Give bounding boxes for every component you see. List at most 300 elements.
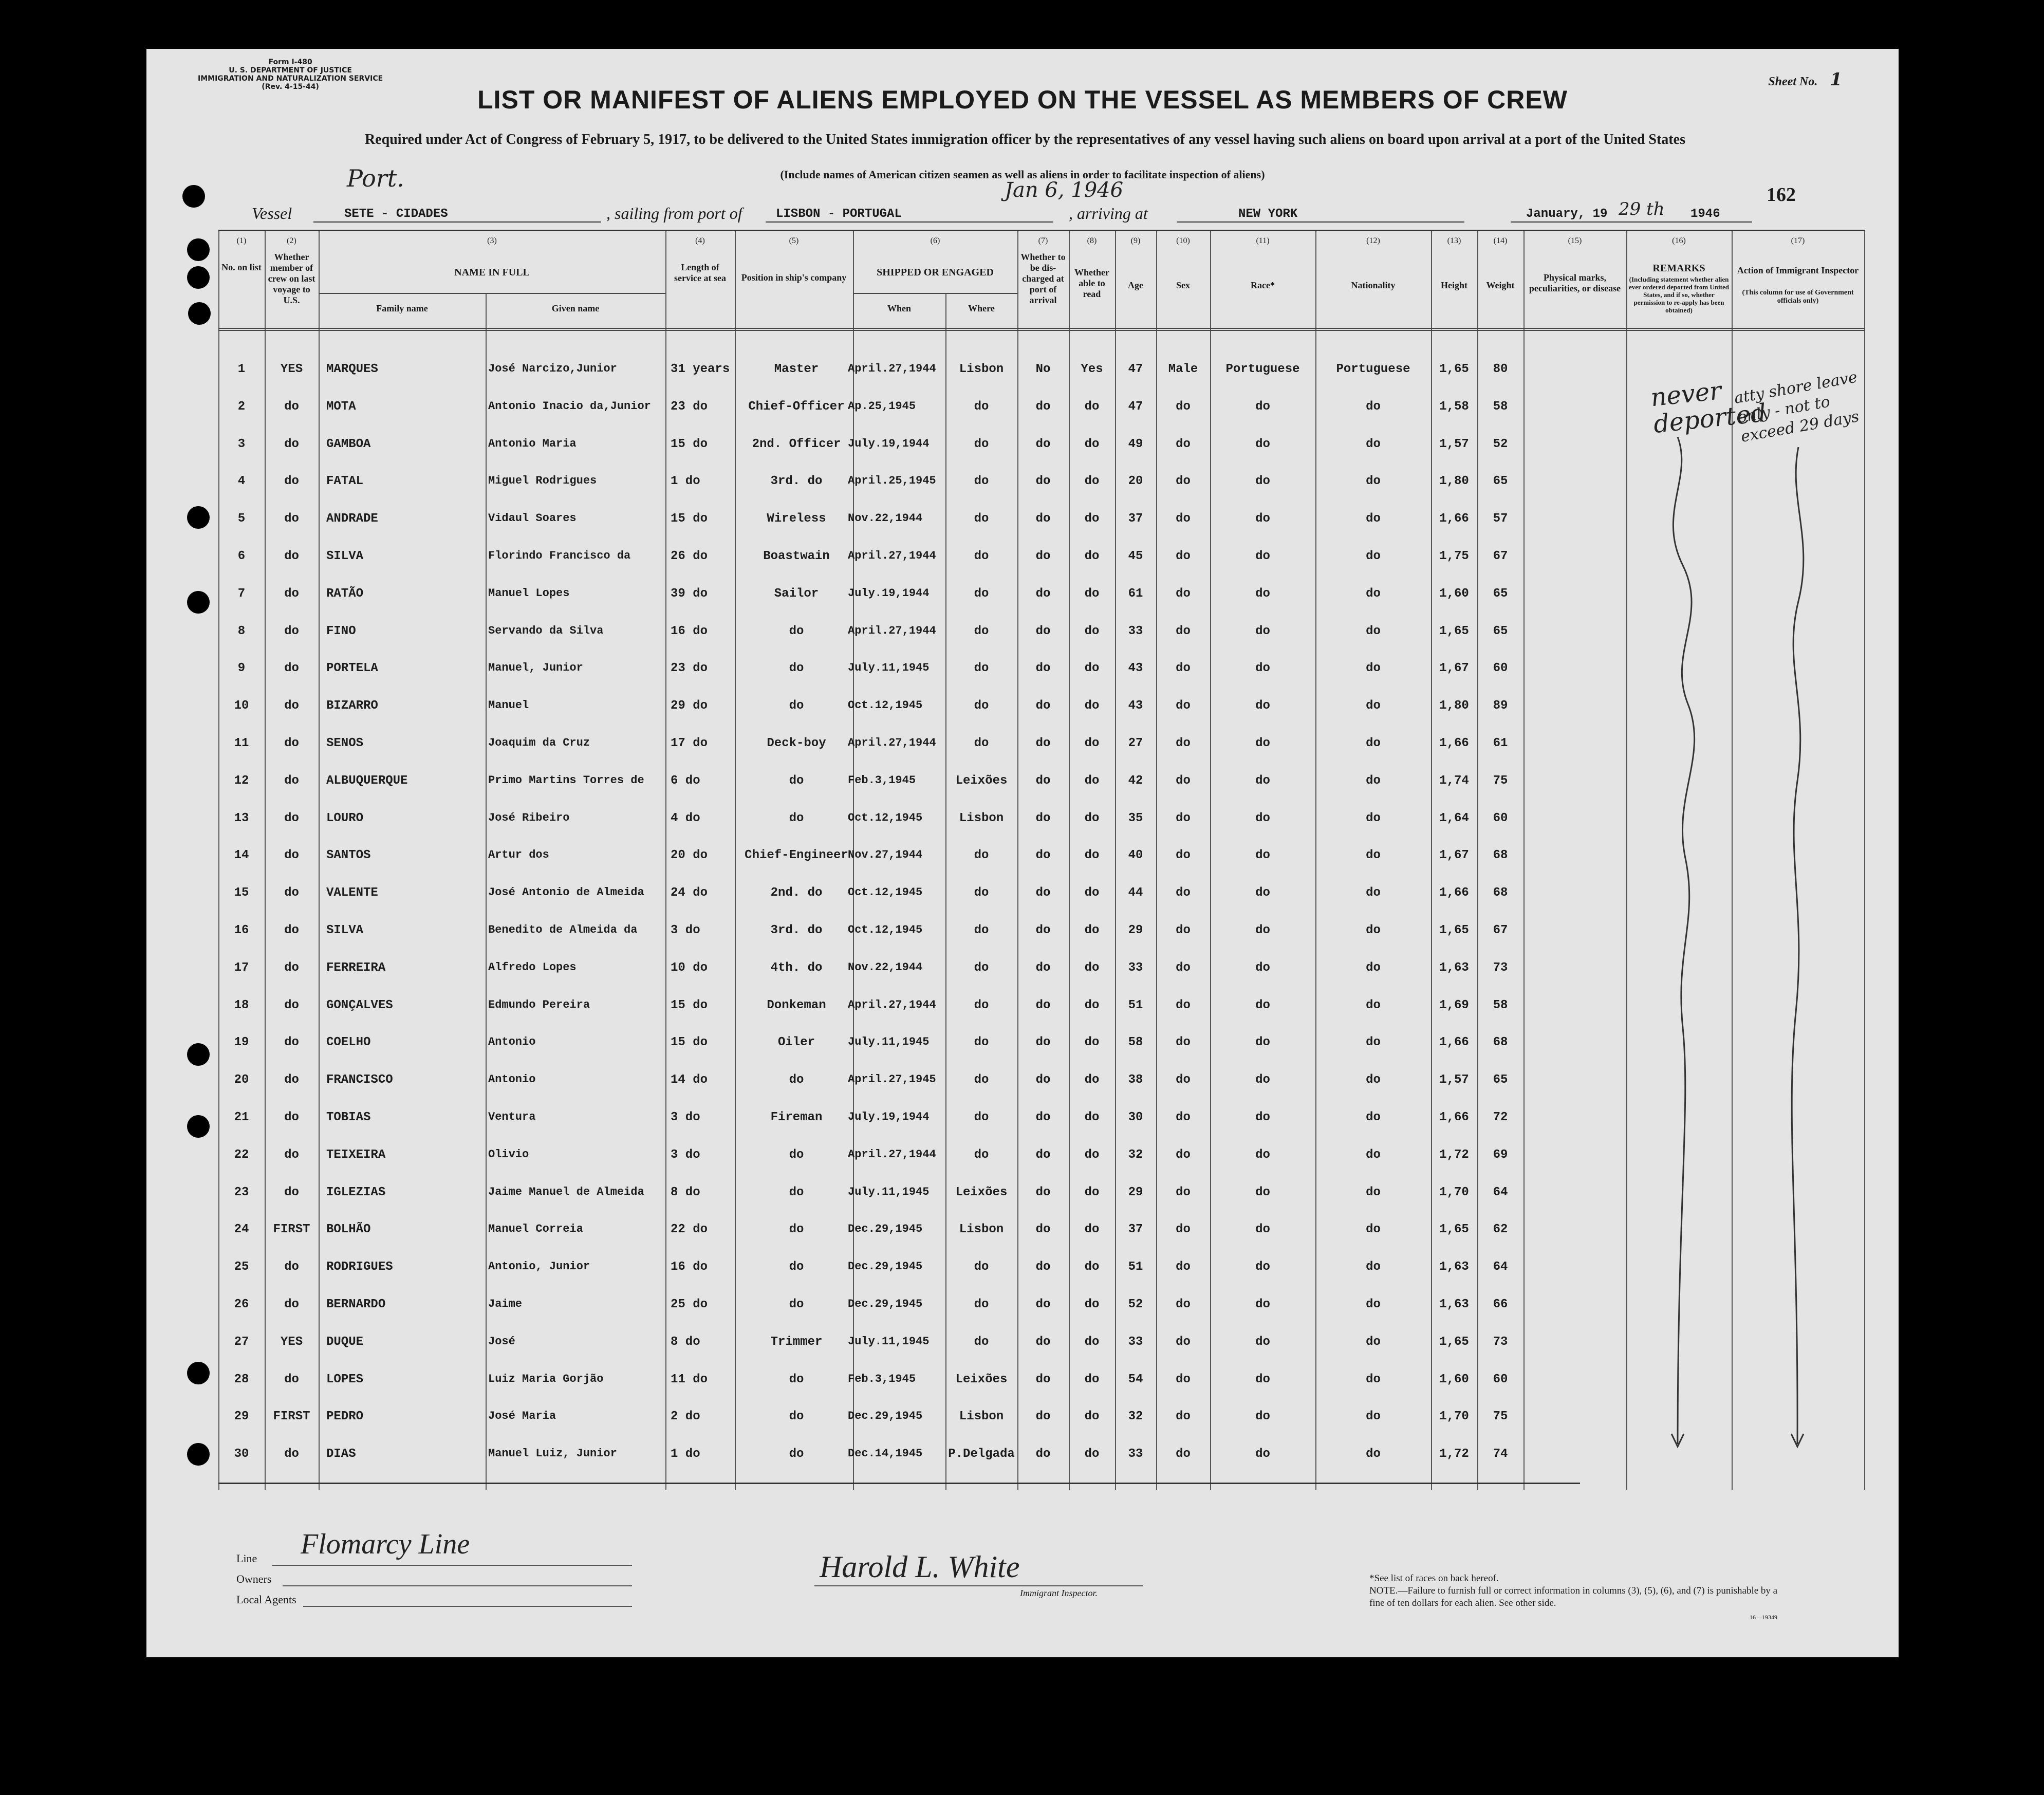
col-num-17: (17)	[1791, 236, 1805, 245]
header-read: Whether able to read	[1074, 267, 1109, 299]
cell-prev: do	[284, 586, 299, 601]
table-row	[218, 1410, 1865, 1446]
cell-nat: do	[1366, 811, 1381, 825]
cell-disch: do	[1035, 586, 1051, 601]
cell-race: Portuguese	[1225, 362, 1300, 376]
cell-position: do	[789, 1073, 804, 1087]
cell-disch: do	[1035, 960, 1051, 975]
cell-sex: do	[1176, 549, 1191, 563]
cell-age: 33	[1128, 1447, 1143, 1461]
footer-note-fine: NOTE.—Failure to furnish full or correct information in columns (3), (5), (6), and (7) is punishable by a fine of ten dollars for each alien. See other side.	[1369, 1585, 1778, 1608]
cell-service: 29 do	[671, 699, 708, 713]
cell-family: TOBIAS	[326, 1111, 371, 1124]
cell-race: do	[1255, 474, 1270, 489]
cell-race: do	[1255, 1035, 1270, 1050]
cell-given: Edmundo Pereira	[488, 998, 590, 1011]
cell-prev: do	[284, 848, 299, 863]
table-row	[218, 998, 1865, 1034]
cell-read: do	[1084, 960, 1100, 975]
arrival-port: NEW YORK	[1238, 207, 1298, 221]
table-row	[218, 362, 1865, 398]
cell-read: do	[1084, 549, 1100, 563]
cell-where: Lisbon	[959, 1410, 1004, 1424]
cell-family: COELHO	[326, 1035, 371, 1050]
cell-nat: do	[1366, 1447, 1381, 1461]
header-when: When	[887, 303, 911, 313]
col-num-16: (16)	[1672, 236, 1686, 245]
cell-nat: do	[1366, 512, 1381, 526]
cell-service: 22 do	[671, 1223, 708, 1237]
table-row	[218, 1148, 1865, 1184]
table-row	[218, 1073, 1865, 1109]
cell-when: April.27,1944	[848, 362, 936, 375]
cell-when: April.27,1944	[848, 1148, 936, 1161]
cell-given: Primo Martins Torres de	[488, 773, 644, 787]
arriving-label: , arriving at	[1069, 204, 1148, 223]
cell-position: Deck-boy	[767, 736, 826, 750]
cell-where: Lisbon	[959, 811, 1004, 825]
table-row	[218, 1298, 1865, 1334]
cell-position: Chief-Engineer	[745, 848, 848, 863]
cell-race: do	[1255, 1148, 1270, 1162]
cell-service: 2 do	[671, 1410, 700, 1424]
header-prev-voyage: Whether member of crew on last voyage to U.S.	[268, 252, 315, 305]
page-subnote: (Include names of American citizen seamen as well as aliens in order to facilitate inspection of aliens)	[780, 168, 1265, 181]
cell-prev: do	[284, 1148, 299, 1162]
cell-when: July.19,1944	[848, 1111, 930, 1123]
cell-given: Miguel Rodrigues	[488, 474, 597, 488]
cell-given: Jaime Manuel de Almeida	[488, 1185, 644, 1198]
cell-age: 42	[1128, 773, 1143, 788]
cell-disch: do	[1035, 811, 1051, 825]
cell-when: Oct.12,1945	[848, 886, 923, 899]
form-dept: U. S. DEPARTMENT OF JUSTICE	[229, 66, 352, 75]
cell-no: 30	[234, 1447, 249, 1461]
cell-race: do	[1255, 1298, 1270, 1311]
cell-prev: do	[284, 811, 299, 825]
cell-race: do	[1255, 399, 1270, 414]
cell-where: do	[974, 624, 989, 638]
cell-when: Nov.22,1944	[848, 512, 923, 525]
cell-family: SILVA	[326, 923, 364, 937]
cell-weight: 68	[1493, 848, 1508, 863]
cell-given: Artur dos	[488, 848, 549, 862]
table-row	[218, 699, 1865, 735]
cell-when: July.19,1944	[848, 437, 930, 450]
cell-prev: do	[284, 474, 299, 489]
cell-height: 1,63	[1439, 1298, 1469, 1311]
col-num-1: (1)	[236, 236, 247, 245]
manifest-sheet	[146, 49, 1899, 1657]
table-row	[218, 400, 1865, 436]
cell-read: do	[1084, 848, 1100, 863]
cell-race: do	[1255, 1447, 1270, 1461]
cell-nat: do	[1366, 1335, 1381, 1349]
cell-where: do	[974, 998, 989, 1012]
cell-family: BIZARRO	[326, 699, 378, 713]
cell-age: 20	[1128, 474, 1143, 489]
cell-sex: Male	[1168, 362, 1198, 376]
cell-when: Dec.29,1945	[848, 1223, 923, 1236]
cell-age: 51	[1128, 998, 1143, 1012]
cell-sex: do	[1176, 811, 1191, 825]
cell-no: 17	[234, 960, 249, 975]
cell-family: SILVA	[326, 549, 364, 563]
cell-read: do	[1084, 661, 1100, 676]
vessel-line	[252, 198, 1793, 229]
cell-read: do	[1084, 1447, 1100, 1461]
header-physical: Physical marks, peculiarities, or disease	[1529, 272, 1621, 293]
col-num-3: (3)	[487, 236, 497, 245]
cell-family: FERREIRA	[326, 960, 386, 975]
cell-no: 16	[234, 923, 249, 937]
cell-nat: do	[1366, 736, 1381, 750]
cell-position: do	[789, 1447, 804, 1461]
cell-service: 3 do	[671, 923, 700, 937]
cell-no: 29	[234, 1410, 249, 1424]
cell-position: 2nd. do	[770, 886, 823, 900]
cell-read: do	[1084, 1148, 1100, 1162]
cell-prev: YES	[280, 362, 303, 376]
cell-weight: 60	[1493, 811, 1508, 825]
cell-sex: do	[1176, 886, 1191, 900]
cell-age: 29	[1128, 923, 1143, 937]
form-rev: (Rev. 4-15-44)	[262, 83, 319, 91]
cell-prev: do	[284, 886, 299, 900]
cell-read: do	[1084, 773, 1100, 788]
cell-no: 18	[234, 998, 249, 1012]
cell-service: 10 do	[671, 960, 708, 975]
cell-given: Alfredo Lopes	[488, 960, 577, 974]
cell-service: 24 do	[671, 886, 708, 900]
header-shipped: SHIPPED OR ENGAGED	[877, 267, 994, 278]
cell-where: do	[974, 1035, 989, 1050]
arrival-year: 1946	[1690, 207, 1720, 221]
cell-family: IGLEZIAS	[326, 1185, 386, 1199]
cell-position: 2nd. Officer	[752, 437, 841, 451]
cell-given: Antonio	[488, 1073, 536, 1086]
cell-age: 38	[1128, 1073, 1143, 1087]
cell-race: do	[1255, 586, 1270, 601]
cell-nat: do	[1366, 848, 1381, 863]
header-race: Race*	[1251, 280, 1275, 290]
cell-read: do	[1084, 1035, 1100, 1050]
punch-hole	[187, 1115, 210, 1138]
table-row	[218, 474, 1865, 510]
cell-service: 11 do	[671, 1372, 708, 1386]
cell-where: do	[974, 886, 989, 900]
col-num-7: (7)	[1038, 236, 1048, 245]
cell-family: RODRIGUES	[326, 1260, 393, 1274]
cell-disch: do	[1035, 512, 1051, 526]
cell-given: Jaime	[488, 1298, 523, 1310]
cell-service: 16 do	[671, 1260, 708, 1274]
cell-race: do	[1255, 1260, 1270, 1274]
cell-given: Manuel	[488, 699, 529, 712]
cell-family: SENOS	[326, 736, 364, 750]
cell-height: 1,69	[1439, 998, 1469, 1012]
cell-age: 33	[1128, 960, 1143, 975]
cell-sex: do	[1176, 661, 1191, 676]
cell-where: do	[974, 474, 989, 489]
cell-read: do	[1084, 586, 1100, 601]
cell-sex: do	[1176, 848, 1191, 863]
cell-weight: 75	[1493, 1410, 1508, 1424]
header-name-full: NAME IN FULL	[454, 267, 530, 278]
cell-height: 1,66	[1439, 1035, 1469, 1050]
cell-no: 14	[234, 848, 249, 863]
header-weight: Weight	[1486, 280, 1515, 290]
punch-hole	[187, 1443, 210, 1466]
cell-disch: do	[1035, 1447, 1051, 1461]
cell-read: do	[1084, 1335, 1100, 1349]
cell-given: Antonio Inacio da,Junior	[488, 399, 651, 413]
cell-age: 43	[1128, 661, 1143, 676]
cell-family: FINO	[326, 624, 356, 638]
cell-family: PEDRO	[326, 1410, 364, 1424]
cell-prev: do	[284, 437, 299, 451]
col-num-10: (10)	[1176, 236, 1190, 245]
cell-prev: do	[284, 1035, 299, 1050]
cell-age: 30	[1128, 1111, 1143, 1124]
cell-sex: do	[1176, 474, 1191, 489]
col-num-4: (4)	[695, 236, 705, 245]
cell-disch: do	[1035, 1185, 1051, 1199]
inspector-signature: Harold L. White	[820, 1550, 1020, 1584]
table-row	[218, 736, 1865, 772]
cell-given: José Ribeiro	[488, 811, 570, 824]
cell-disch: do	[1035, 886, 1051, 900]
cell-position: 3rd. do	[770, 474, 823, 489]
page-subtitle: Required under Act of Congress of February 5, 1917, to be delivered to the United States immigration officer by the representatives of any vessel having such aliens on board upon arrival at a port of the United States	[365, 132, 1685, 147]
cell-service: 15 do	[671, 998, 708, 1012]
cell-where: do	[974, 549, 989, 563]
table-row	[218, 1260, 1865, 1296]
cell-where: do	[974, 1148, 989, 1162]
cell-read: do	[1084, 1073, 1100, 1087]
cell-when: July.19,1944	[848, 586, 930, 600]
page-title: LIST OR MANIFEST OF ALIENS EMPLOYED ON THE VESSEL AS MEMBERS OF CREW	[477, 85, 1568, 114]
cell-disch: do	[1035, 437, 1051, 451]
owners-label: Owners	[236, 1572, 272, 1585]
cell-read: do	[1084, 437, 1100, 451]
cell-position: do	[789, 1223, 804, 1237]
cell-no: 1	[237, 362, 246, 376]
cell-height: 1,67	[1439, 848, 1469, 863]
col-num-12: (12)	[1366, 236, 1380, 245]
form-code: 16—19349	[1750, 1614, 1777, 1621]
punch-hole	[182, 185, 205, 208]
cell-disch: do	[1035, 699, 1051, 713]
cell-position: 4th. do	[770, 960, 823, 975]
cell-weight: 68	[1493, 886, 1508, 900]
cell-height: 1,66	[1439, 736, 1469, 750]
cell-weight: 65	[1493, 1073, 1508, 1087]
cell-family: DIAS	[326, 1447, 356, 1461]
table-row	[218, 1186, 1865, 1222]
cell-disch: do	[1035, 848, 1051, 863]
cell-service: 39 do	[671, 586, 708, 601]
cell-read: do	[1084, 1111, 1100, 1124]
cell-service: 8 do	[671, 1185, 700, 1199]
cell-age: 44	[1128, 886, 1143, 900]
cell-disch: do	[1035, 1260, 1051, 1274]
punch-hole	[187, 1362, 210, 1384]
cell-sex: do	[1176, 1410, 1191, 1424]
cell-height: 1,72	[1439, 1447, 1469, 1461]
table-row	[218, 512, 1865, 548]
cell-service: 1 do	[671, 1447, 700, 1461]
cell-nat: do	[1366, 1185, 1381, 1199]
cell-disch: do	[1035, 399, 1051, 414]
cell-where: P.Delgada	[948, 1447, 1015, 1461]
cell-height: 1,72	[1439, 1148, 1469, 1162]
cell-service: 1 do	[671, 474, 700, 489]
cell-family: SANTOS	[326, 848, 371, 863]
cell-sex: do	[1176, 1447, 1191, 1461]
cell-height: 1,60	[1439, 586, 1469, 601]
cell-where: do	[974, 437, 989, 451]
cell-no: 28	[234, 1372, 249, 1386]
arrival-date-typed: January, 19	[1526, 207, 1608, 221]
cell-family: MARQUES	[326, 362, 378, 376]
cell-where: do	[974, 399, 989, 414]
cell-age: 32	[1128, 1148, 1143, 1162]
cell-prev: do	[284, 549, 299, 563]
cell-family: VALENTE	[326, 886, 378, 900]
cell-family: PORTELA	[326, 661, 378, 676]
cell-service: 3 do	[671, 1111, 700, 1124]
cell-disch: do	[1035, 1148, 1051, 1162]
line-label: Line	[236, 1552, 257, 1565]
cell-age: 27	[1128, 736, 1143, 750]
cell-given: José Antonio de Almeida	[488, 886, 644, 899]
cell-nat: do	[1366, 474, 1381, 489]
cell-sex: do	[1176, 736, 1191, 750]
cell-read: do	[1084, 811, 1100, 825]
cell-age: 32	[1128, 1410, 1143, 1424]
cell-weight: 58	[1493, 998, 1508, 1012]
cell-sex: do	[1176, 1185, 1191, 1199]
cell-family: TEIXEIRA	[326, 1148, 386, 1162]
cell-nat: do	[1366, 1410, 1381, 1424]
cell-family: ANDRADE	[326, 512, 378, 526]
form-id: Form I-480	[268, 58, 312, 66]
cell-no: 5	[237, 512, 246, 526]
cell-position: Master	[774, 362, 819, 376]
cell-when: Dec.29,1945	[848, 1260, 923, 1273]
cell-when: July.11,1945	[848, 1335, 930, 1348]
cell-prev: do	[284, 923, 299, 937]
cell-family: MOTA	[326, 399, 356, 414]
cell-position: Fireman	[770, 1111, 823, 1124]
footer-note	[1369, 1572, 1791, 1609]
cell-read: do	[1084, 512, 1100, 526]
cell-disch: do	[1035, 773, 1051, 788]
cell-age: 33	[1128, 1335, 1143, 1349]
table-row	[218, 886, 1865, 922]
cell-given: Antonio, Junior	[488, 1260, 590, 1273]
cell-no: 3	[237, 437, 246, 451]
cell-height: 1,63	[1439, 960, 1469, 975]
cell-position: do	[789, 1185, 804, 1199]
cell-given: Vidaul Soares	[488, 512, 577, 525]
cell-height: 1,58	[1439, 399, 1469, 414]
cell-disch: do	[1035, 1223, 1051, 1237]
cell-no: 27	[234, 1335, 249, 1349]
cell-nat: do	[1366, 1260, 1381, 1274]
cell-race: do	[1255, 960, 1270, 975]
cell-sex: do	[1176, 1223, 1191, 1237]
cell-race: do	[1255, 661, 1270, 676]
cell-service: 15 do	[671, 512, 708, 526]
cell-age: 29	[1128, 1185, 1143, 1199]
table-row	[218, 1335, 1865, 1371]
cell-where: do	[974, 736, 989, 750]
cell-position: Trimmer	[770, 1335, 823, 1349]
punch-hole	[187, 266, 210, 289]
cell-family: GONÇALVES	[326, 998, 393, 1012]
cell-family: RATÃO	[326, 586, 364, 601]
cell-prev: do	[284, 773, 299, 788]
cell-race: do	[1255, 773, 1270, 788]
cell-race: do	[1255, 1185, 1270, 1199]
handwritten-date: Jan 6, 1946	[1005, 178, 1124, 202]
cell-service: 17 do	[671, 736, 708, 750]
cell-prev: do	[284, 661, 299, 676]
table-row	[218, 661, 1865, 697]
cell-service: 8 do	[671, 1335, 700, 1349]
cell-race: do	[1255, 736, 1270, 750]
remarks-handwritten: never deported	[1649, 376, 1768, 439]
cell-service: 20 do	[671, 848, 708, 863]
cell-weight: 65	[1493, 624, 1508, 638]
cell-given: Benedito de Almeida da	[488, 923, 638, 936]
cell-sex: do	[1176, 1111, 1191, 1124]
cell-when: Nov.22,1944	[848, 960, 923, 974]
cell-sex: do	[1176, 399, 1191, 414]
cell-nat: do	[1366, 960, 1381, 975]
table-row	[218, 1447, 1865, 1483]
cell-nat: do	[1366, 1372, 1381, 1386]
cell-where: do	[974, 1260, 989, 1274]
cell-nat: do	[1366, 437, 1381, 451]
cell-position: do	[789, 811, 804, 825]
cell-age: 45	[1128, 549, 1143, 563]
cell-weight: 62	[1493, 1223, 1508, 1237]
arrival-day-hand: 29 th	[1619, 199, 1665, 219]
cell-nat: do	[1366, 399, 1381, 414]
cell-given: Antonio Maria	[488, 437, 577, 450]
cell-prev: do	[284, 1073, 299, 1087]
cell-prev: do	[284, 998, 299, 1012]
cell-nat: do	[1366, 661, 1381, 676]
cell-where: Lisbon	[959, 1223, 1004, 1237]
cell-nat: do	[1366, 699, 1381, 713]
cell-position: Wireless	[767, 512, 826, 526]
cell-given: Joaquim da Cruz	[488, 736, 590, 749]
cell-race: do	[1255, 811, 1270, 825]
cell-where: Leixões	[955, 1372, 1008, 1386]
cell-disch: do	[1035, 1111, 1051, 1124]
cell-sex: do	[1176, 699, 1191, 713]
cell-age: 33	[1128, 624, 1143, 638]
table-row	[218, 848, 1865, 884]
cell-given: Ventura	[488, 1111, 536, 1123]
cell-given: Manuel Correia	[488, 1223, 583, 1236]
cell-age: 35	[1128, 811, 1143, 825]
cell-age: 47	[1128, 362, 1143, 376]
